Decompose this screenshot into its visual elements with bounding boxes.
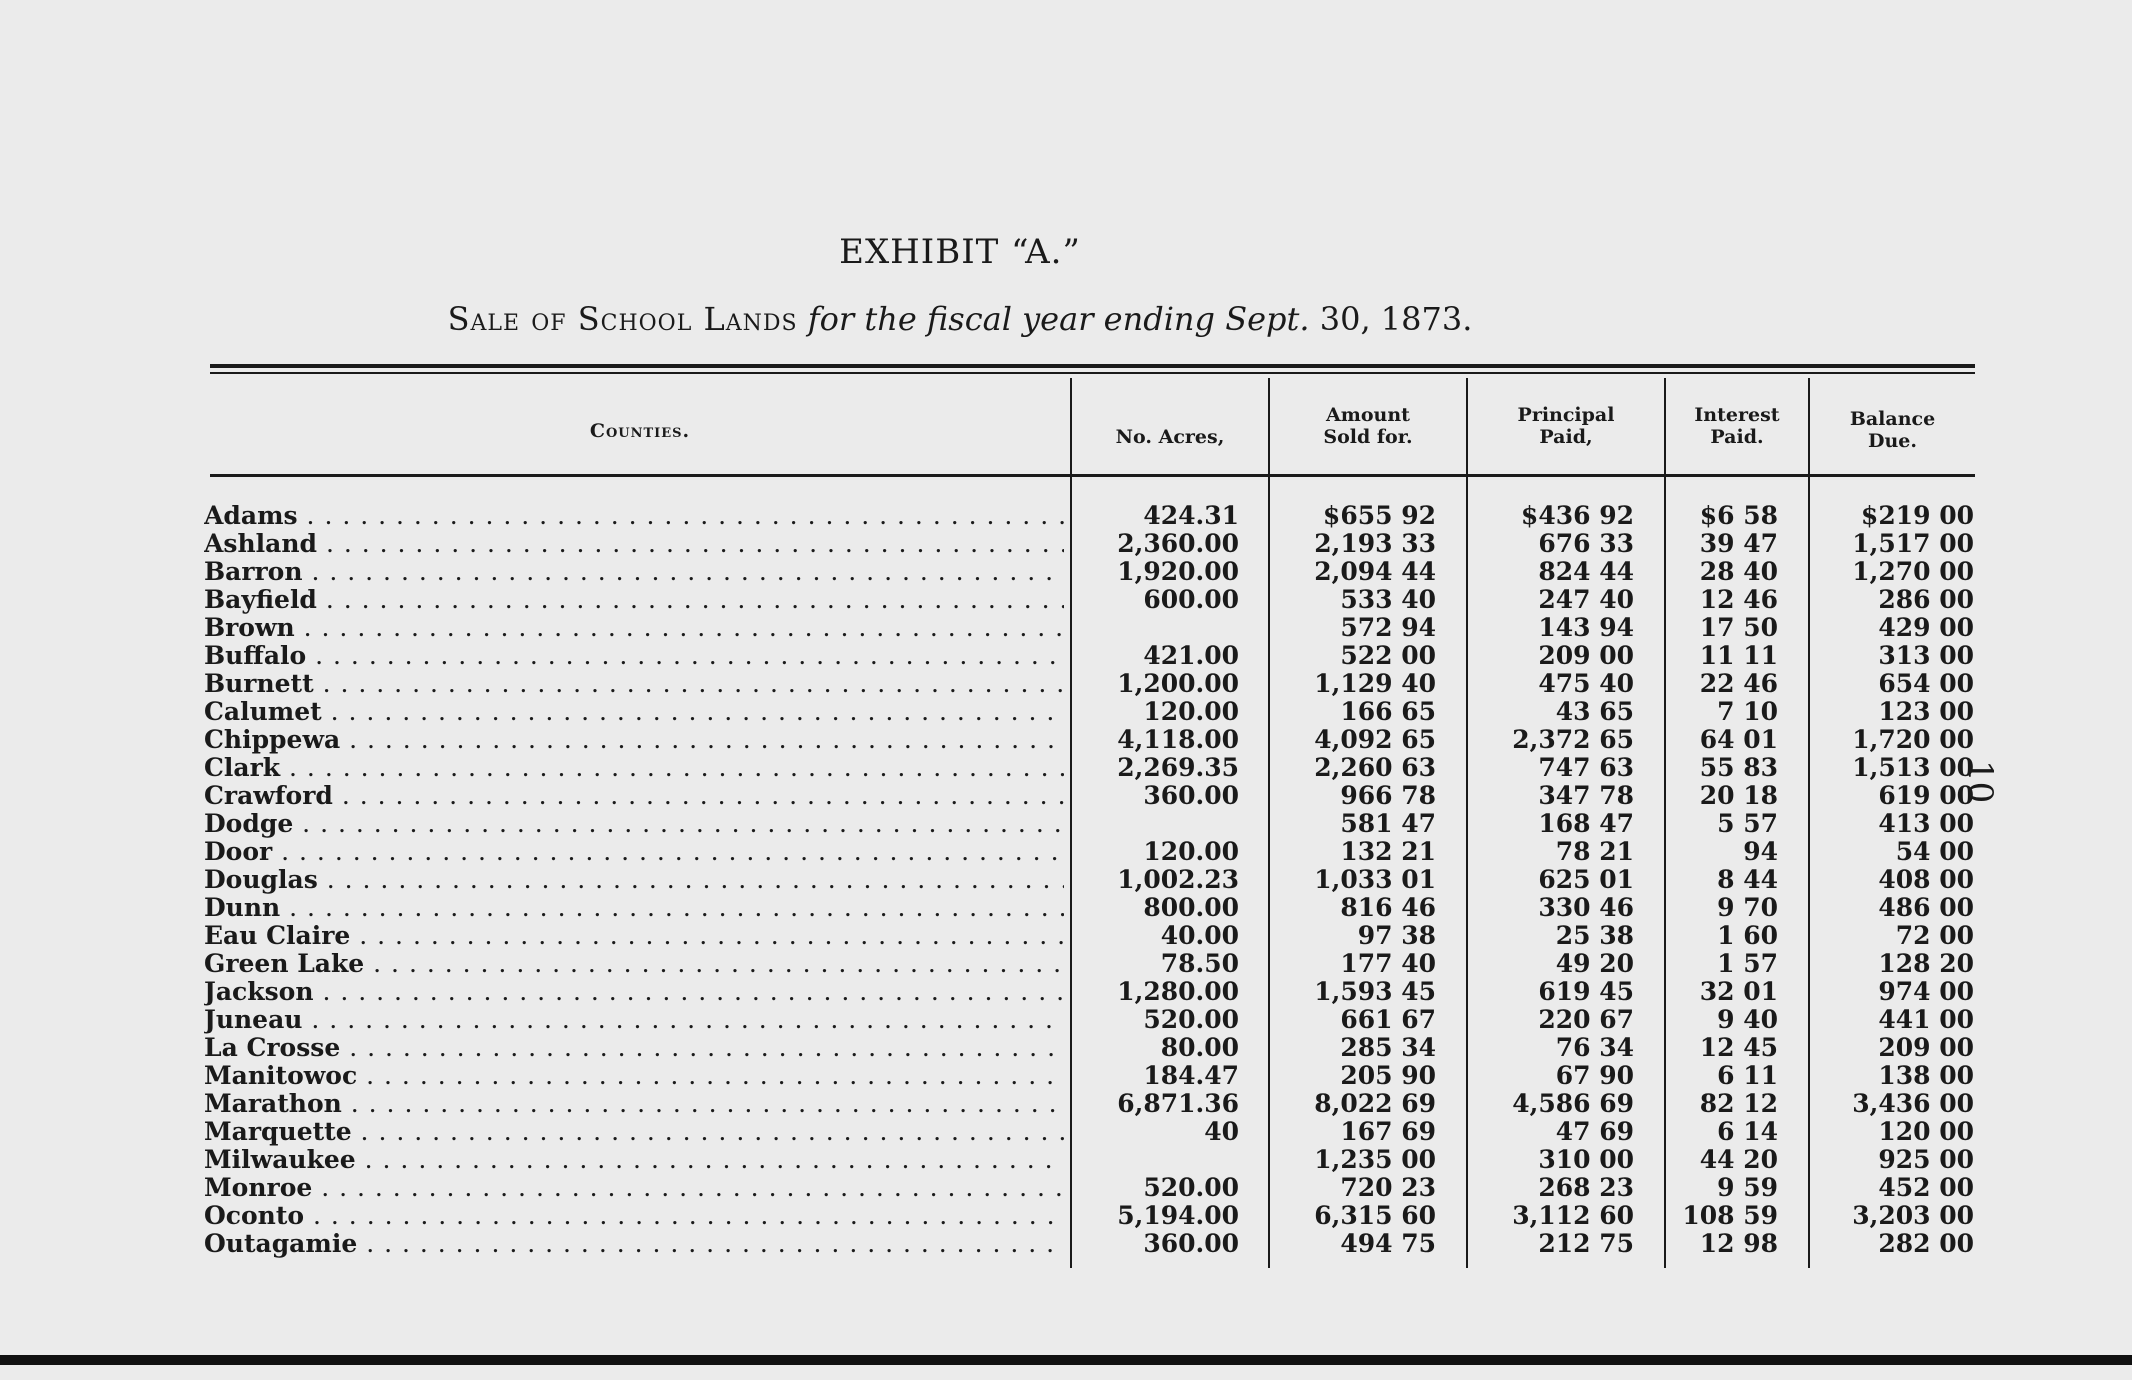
principal-paid-cell: 268 23 — [1538, 1173, 1634, 1202]
interest-paid-cell: 39 47 — [1699, 529, 1778, 558]
table-row — [0, 782, 2132, 810]
acres-cell: 360.00 — [1143, 1229, 1239, 1258]
amount-sold-cell: 816 46 — [1340, 893, 1436, 922]
interest-paid-cell: 108 59 — [1682, 1201, 1778, 1230]
interest-paid-cell: $6 58 — [1699, 501, 1778, 530]
acres-cell: 1,200.00 — [1117, 669, 1239, 698]
balance-due-cell: 486 00 — [1878, 893, 1974, 922]
balance-due-cell: 413 00 — [1878, 809, 1974, 838]
county-name: Door . . . — [204, 838, 1064, 866]
amount-sold-cell: 205 90 — [1340, 1061, 1436, 1090]
interest-paid-cell: 6 14 — [1717, 1117, 1778, 1146]
county-name: Monroe . . . — [204, 1174, 1064, 1202]
amount-sold-cell: 132 21 — [1340, 837, 1436, 866]
table-row — [0, 698, 2132, 726]
county-name: Buffalo . . . — [204, 642, 1064, 670]
principal-paid-cell: 43 65 — [1555, 697, 1634, 726]
subtitle-date: 30, 1873. — [1319, 300, 1473, 338]
interest-paid-cell: 17 50 — [1699, 613, 1778, 642]
principal-paid-cell: 76 34 — [1555, 1033, 1634, 1062]
interest-paid-cell: 5 57 — [1717, 809, 1778, 838]
acres-cell: 120.00 — [1143, 837, 1239, 866]
principal-paid-cell: 47 69 — [1555, 1117, 1634, 1146]
balance-due-cell: 128 20 — [1878, 949, 1974, 978]
principal-paid-cell: 143 94 — [1538, 613, 1634, 642]
county-name: Juneau . . . — [204, 1006, 1064, 1034]
amount-sold-cell: 572 94 — [1340, 613, 1436, 642]
table-row — [0, 950, 2132, 978]
table-row — [0, 1090, 2132, 1118]
balance-due-cell: 313 00 — [1878, 641, 1974, 670]
amount-sold-cell: 167 69 — [1340, 1117, 1436, 1146]
header-counties: Counties. — [589, 420, 691, 442]
amount-sold-cell: 1,129 40 — [1314, 669, 1436, 698]
header-principal-line1: Principal — [1517, 404, 1615, 426]
principal-paid-cell: 67 90 — [1555, 1061, 1634, 1090]
amount-sold-cell: 166 65 — [1340, 697, 1436, 726]
county-name: Calumet . . . — [204, 698, 1064, 726]
principal-paid-cell: 3,112 60 — [1512, 1201, 1634, 1230]
county-name: Burnett . . . — [204, 670, 1064, 698]
county-name: Bayfield . . . — [204, 586, 1064, 614]
county-name: Eau Claire . . . — [204, 922, 1064, 950]
table-top-rule-thin — [210, 372, 1975, 374]
amount-sold-cell: 661 67 — [1340, 1005, 1436, 1034]
exhibit-subtitle — [0, 300, 1920, 338]
acres-cell: 4,118.00 — [1117, 725, 1239, 754]
balance-due-cell: 1,517 00 — [1852, 529, 1974, 558]
table-row — [0, 1146, 2132, 1174]
county-name: Ashland . . . — [204, 530, 1064, 558]
principal-paid-cell: 475 40 — [1538, 669, 1634, 698]
amount-sold-cell: 966 78 — [1340, 781, 1436, 810]
amount-sold-cell: 522 00 — [1340, 641, 1436, 670]
principal-paid-cell: 220 67 — [1538, 1005, 1634, 1034]
principal-paid-cell: 49 20 — [1555, 949, 1634, 978]
subtitle-sale-of-school-lands: Sale of School Lands — [447, 300, 798, 338]
table-row — [0, 1006, 2132, 1034]
county-name: Oconto . . . — [204, 1202, 1064, 1230]
balance-due-cell: 974 00 — [1878, 977, 1974, 1006]
balance-due-cell: 408 00 — [1878, 865, 1974, 894]
balance-due-cell: 1,270 00 — [1852, 557, 1974, 586]
table-row — [0, 754, 2132, 782]
acres-cell: 360.00 — [1143, 781, 1239, 810]
interest-paid-cell: 9 40 — [1717, 1005, 1778, 1034]
amount-sold-cell: 8,022 69 — [1314, 1089, 1436, 1118]
balance-due-cell: 54 00 — [1895, 837, 1974, 866]
balance-due-cell: 654 00 — [1878, 669, 1974, 698]
county-name: Milwaukee . . . — [204, 1146, 1064, 1174]
acres-cell: 6,871.36 — [1117, 1089, 1239, 1118]
balance-due-cell: 925 00 — [1878, 1145, 1974, 1174]
acres-cell: 120.00 — [1143, 697, 1239, 726]
header-bottom-rule — [210, 474, 1975, 477]
interest-paid-cell: 9 70 — [1717, 893, 1778, 922]
balance-due-cell: 452 00 — [1878, 1173, 1974, 1202]
principal-paid-cell: 824 44 — [1538, 557, 1634, 586]
interest-paid-cell: 7 10 — [1717, 697, 1778, 726]
balance-due-cell: 1,720 00 — [1852, 725, 1974, 754]
county-name: Clark . . . — [204, 754, 1064, 782]
header-balance-line1: Balance — [1849, 408, 1936, 430]
amount-sold-cell: 1,235 00 — [1314, 1145, 1436, 1174]
interest-paid-cell: 8 44 — [1717, 865, 1778, 894]
amount-sold-cell: 1,033 01 — [1314, 865, 1436, 894]
page-number: 10 — [1960, 760, 2000, 804]
header-principal-line2: Paid, — [1539, 426, 1593, 448]
table-row — [0, 502, 2132, 530]
county-name: Green Lake . . . — [204, 950, 1064, 978]
balance-due-cell: 72 00 — [1895, 921, 1974, 950]
amount-sold-cell: 2,094 44 — [1314, 557, 1436, 586]
balance-due-cell: $219 00 — [1860, 501, 1974, 530]
acres-cell: 5,194.00 — [1117, 1201, 1239, 1230]
table-row — [0, 530, 2132, 558]
amount-sold-cell: 285 34 — [1340, 1033, 1436, 1062]
county-name: Marquette . . . — [204, 1118, 1064, 1146]
amount-sold-cell: 2,260 63 — [1314, 753, 1436, 782]
amount-sold-cell: 4,092 65 — [1314, 725, 1436, 754]
county-name: Jackson . . . — [204, 978, 1064, 1006]
principal-paid-cell: 676 33 — [1538, 529, 1634, 558]
amount-sold-cell: 533 40 — [1340, 585, 1436, 614]
county-name: Douglas . . . — [204, 866, 1064, 894]
principal-paid-cell: 247 40 — [1538, 585, 1634, 614]
county-name: Outagamie . . . — [204, 1230, 1064, 1258]
balance-due-cell: 3,436 00 — [1852, 1089, 1974, 1118]
county-name: La Crosse . . . — [204, 1034, 1064, 1062]
header-amount-sold-line2: Sold for. — [1323, 426, 1413, 448]
header-acres: No. Acres, — [1115, 426, 1225, 448]
interest-paid-cell: 12 46 — [1699, 585, 1778, 614]
table-row — [0, 1118, 2132, 1146]
acres-cell: 80.00 — [1160, 1033, 1239, 1062]
amount-sold-cell: 720 23 — [1340, 1173, 1436, 1202]
table-row — [0, 894, 2132, 922]
header-principal-paid — [1468, 404, 1664, 448]
header-interest-line1: Interest — [1694, 404, 1780, 426]
table-row — [0, 642, 2132, 670]
table-row — [0, 586, 2132, 614]
scan-bottom-edge — [0, 1355, 2132, 1365]
acres-cell: 184.47 — [1143, 1061, 1239, 1090]
balance-due-cell: 120 00 — [1878, 1117, 1974, 1146]
county-name: Barron . . . — [204, 558, 1064, 586]
county-name: Marathon . . . — [204, 1090, 1064, 1118]
interest-paid-cell: 22 46 — [1699, 669, 1778, 698]
table-row — [0, 1202, 2132, 1230]
interest-paid-cell: 32 01 — [1699, 977, 1778, 1006]
balance-due-cell: 282 00 — [1878, 1229, 1974, 1258]
balance-due-cell: 441 00 — [1878, 1005, 1974, 1034]
amount-sold-cell: 177 40 — [1340, 949, 1436, 978]
principal-paid-cell: 25 38 — [1555, 921, 1634, 950]
acres-cell: 1,002.23 — [1117, 865, 1239, 894]
table-top-rule — [210, 364, 1975, 368]
table-row — [0, 558, 2132, 586]
header-amount-sold-line1: Amount — [1326, 404, 1410, 426]
principal-paid-cell: 212 75 — [1538, 1229, 1634, 1258]
interest-paid-cell: 44 20 — [1699, 1145, 1778, 1174]
balance-due-cell: 138 00 — [1878, 1061, 1974, 1090]
principal-paid-cell: 310 00 — [1538, 1145, 1634, 1174]
table-row — [0, 922, 2132, 950]
acres-cell: 800.00 — [1143, 893, 1239, 922]
balance-due-cell: 123 00 — [1878, 697, 1974, 726]
acres-cell: 40.00 — [1160, 921, 1239, 950]
county-name: Adams . . . — [204, 502, 1064, 530]
principal-paid-cell: 4,586 69 — [1512, 1089, 1634, 1118]
acres-cell: 78.50 — [1160, 949, 1239, 978]
acres-cell: 600.00 — [1143, 585, 1239, 614]
amount-sold-cell: 97 38 — [1357, 921, 1436, 950]
balance-due-cell: 429 00 — [1878, 613, 1974, 642]
amount-sold-cell: 1,593 45 — [1314, 977, 1436, 1006]
interest-paid-cell: 9 59 — [1717, 1173, 1778, 1202]
header-interest-paid — [1666, 404, 1808, 448]
amount-sold-cell: 6,315 60 — [1314, 1201, 1436, 1230]
acres-cell: 424.31 — [1143, 501, 1239, 530]
table-row — [0, 866, 2132, 894]
interest-paid-cell: 82 12 — [1699, 1089, 1778, 1118]
acres-cell: 2,269.35 — [1117, 753, 1239, 782]
county-name: Manitowoc . . . — [204, 1062, 1064, 1090]
interest-paid-cell: 1 60 — [1717, 921, 1778, 950]
amount-sold-cell: 2,193 33 — [1314, 529, 1436, 558]
interest-paid-cell: 6 11 — [1717, 1061, 1778, 1090]
table-row — [0, 670, 2132, 698]
balance-due-cell: 3,203 00 — [1852, 1201, 1974, 1230]
header-balance-line2: Due. — [1868, 430, 1917, 452]
balance-due-cell: 619 00 — [1878, 781, 1974, 810]
header-balance-due — [1810, 408, 1975, 452]
interest-paid-cell: 20 18 — [1699, 781, 1778, 810]
interest-paid-cell: 28 40 — [1699, 557, 1778, 586]
principal-paid-cell: 619 45 — [1538, 977, 1634, 1006]
county-name: Dodge . . . — [204, 810, 1064, 838]
principal-paid-cell: 747 63 — [1538, 753, 1634, 782]
amount-sold-cell: 581 47 — [1340, 809, 1436, 838]
amount-sold-cell: $655 92 — [1322, 501, 1436, 530]
header-interest-line2: Paid. — [1710, 426, 1764, 448]
interest-paid-cell: 12 98 — [1699, 1229, 1778, 1258]
interest-paid-cell: 11 11 — [1699, 641, 1778, 670]
principal-paid-cell: 625 01 — [1538, 865, 1634, 894]
table-row — [0, 1230, 2132, 1258]
interest-paid-cell: 1 57 — [1717, 949, 1778, 978]
county-name: Chippewa . . . — [204, 726, 1064, 754]
interest-paid-cell: 64 01 — [1699, 725, 1778, 754]
principal-paid-cell: 78 21 — [1555, 837, 1634, 866]
balance-due-cell: 1,513 00 — [1852, 753, 1974, 782]
acres-cell: 1,280.00 — [1117, 977, 1239, 1006]
interest-paid-cell: 94 — [1743, 837, 1778, 866]
principal-paid-cell: $436 92 — [1520, 501, 1634, 530]
principal-paid-cell: 2,372 65 — [1512, 725, 1634, 754]
county-name: Brown . . . — [204, 614, 1064, 642]
table-row — [0, 1174, 2132, 1202]
interest-paid-cell: 12 45 — [1699, 1033, 1778, 1062]
balance-due-cell: 286 00 — [1878, 585, 1974, 614]
principal-paid-cell: 347 78 — [1538, 781, 1634, 810]
table-row — [0, 614, 2132, 642]
amount-sold-cell: 494 75 — [1340, 1229, 1436, 1258]
table-row — [0, 1062, 2132, 1090]
principal-paid-cell: 330 46 — [1538, 893, 1634, 922]
header-amount-sold — [1270, 404, 1466, 448]
principal-paid-cell: 168 47 — [1538, 809, 1634, 838]
subtitle-fiscal-year: for the fiscal year ending Sept. — [807, 300, 1310, 338]
table-row — [0, 838, 2132, 866]
table-row — [0, 726, 2132, 754]
table-row — [0, 978, 2132, 1006]
principal-paid-cell: 209 00 — [1538, 641, 1634, 670]
acres-cell: 520.00 — [1143, 1005, 1239, 1034]
acres-cell: 1,920.00 — [1117, 557, 1239, 586]
interest-paid-cell: 55 83 — [1699, 753, 1778, 782]
county-name: Crawford . . . — [204, 782, 1064, 810]
balance-due-cell: 209 00 — [1878, 1033, 1974, 1062]
exhibit-title: EXHIBIT “A.” — [839, 232, 1081, 272]
table-row — [0, 810, 2132, 838]
acres-cell: 421.00 — [1143, 641, 1239, 670]
acres-cell: 520.00 — [1143, 1173, 1239, 1202]
county-name: Dunn . . . — [204, 894, 1064, 922]
acres-cell: 2,360.00 — [1117, 529, 1239, 558]
table-row — [0, 1034, 2132, 1062]
acres-cell: 40 — [1204, 1117, 1239, 1146]
